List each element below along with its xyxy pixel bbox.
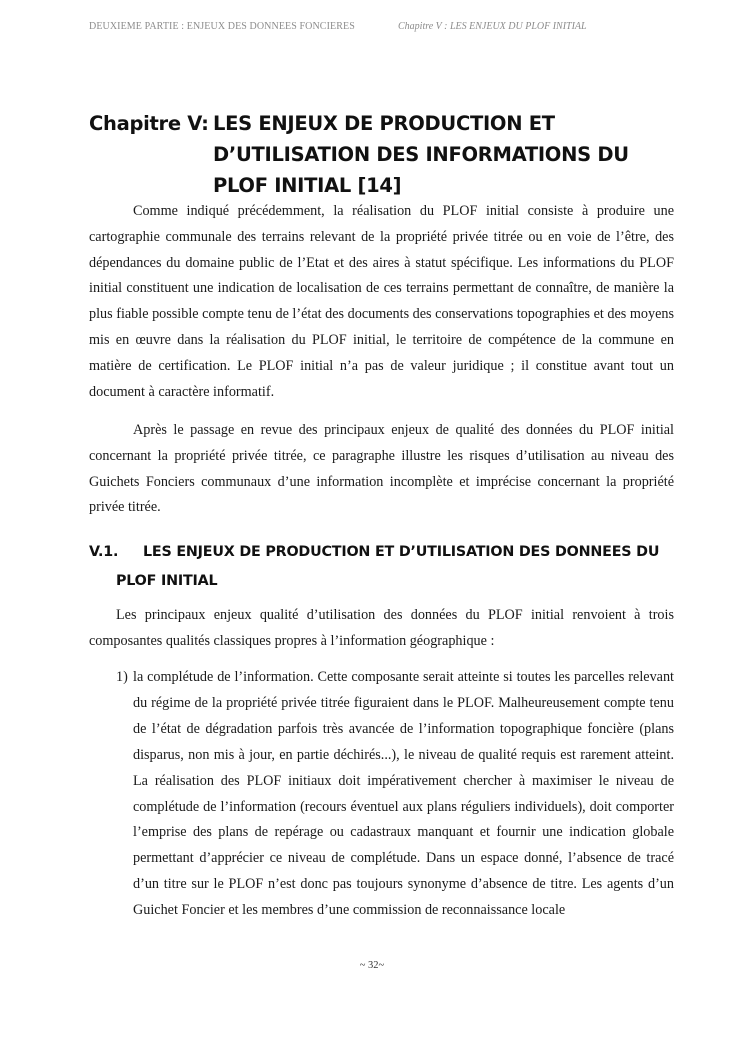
page-number: ~ 32~ — [359, 960, 385, 971]
section-title: LES ENJEUX DE PRODUCTION ET D’UTILISATION DES DONNEES DU PLOF INITIAL — [116, 544, 660, 589]
header-chapter: Chapitre V : LES ENJEUX DU PLOF INITIAL — [398, 21, 587, 32]
running-header — [89, 21, 674, 32]
list-item — [116, 665, 674, 924]
chapter-title-text: LES ENJEUX DE PRODUCTION ET D’UTILISATION DES INFORMATIONS DU PLOF INITIAL [14] — [213, 112, 629, 197]
chapter-title — [89, 108, 674, 201]
list-item-marker: 1) — [116, 669, 128, 685]
list-item-text: la complétude de l’information. Cette composante serait atteinte si toutes les parcelles relevant du régime de la propriété privée titrée figuraient dans le PLOF. Malheureusement compte tenu de l’état de dégradation parfois très avancée de l’information topographique foncière (plans disparus, non mis à jour, en partie déchirés...), le niveau de qualité requis est rarement atteint. La réalisation des PLOF initiaux doit impérativement chercher à maximiser le niveau de complétude de l’information (recours éventuel aux plans réguliers individuels), doit comporter l’emprise des plans de repérage ou cadastraux manquant et fournir une indication globale permettant d’apprécier ce niveau de complétude. Dans un espace donné, l’absence de tracé d’un titre sur le PLOF n’est donc pas toujours synonyme d’absence de titre. Les agents d’un Guichet Foncier et les membres d’une commission de reconnaissance locale — [133, 669, 674, 919]
chapter-label: Chapitre V: — [89, 112, 209, 135]
section-number: V.1. — [89, 544, 119, 560]
numbered-list — [116, 665, 674, 924]
section-intro: Les principaux enjeux qualité d’utilisation des données du PLOF initial renvoient à trois composantes qualités classiques propres à l’information géographique : — [89, 607, 674, 649]
paragraph-transition: Après le passage en revue des principaux enjeux de qualité des données du PLOF initial concernant la propriété privée titrée, ce paragraphe illustre les risques d’utilisation au niveau des Guichets Fonciers communaux d’une information incomplète et imprécise concernant la propriété privée titrée. — [89, 422, 674, 516]
header-part: DEUXIEME PARTIE : ENJEUX DES DONNEES FONCIERES — [89, 21, 355, 32]
paragraph-intro: Comme indiqué précédemment, la réalisation du PLOF initial consiste à produire une cartographie communale des terrains relevant de la propriété privée titrée ou en voie de l’être, des dépendances du domaine public de l’Etat et des aires à statut spécifique. Les informations du PLOF initial constituent une indication de localisation de ces terrains permettant de connaître, de manière la plus fiable possible compte tenu de l’état des documents des conservations topographies et des moyens mis en œuvre dans la réalisation du PLOF initial, le territoire de compétence de la commune en matière de certification. Le PLOF initial n’a pas de valeur juridique ; il constitue avant tout un document à caractère informatif. — [89, 203, 674, 400]
section-heading — [89, 538, 674, 596]
